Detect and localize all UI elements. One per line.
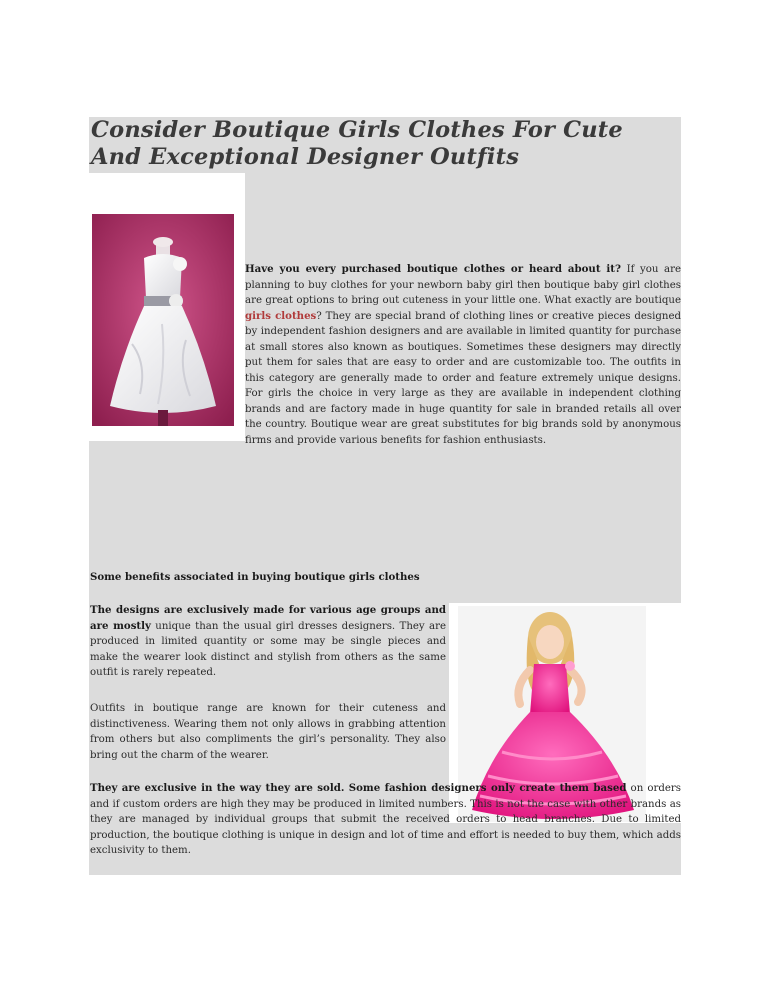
girls-clothes-link[interactable]: girls clothes [245, 309, 317, 322]
benefit-3-text: on orders and if custom orders are high they may be produced in limited numbers. This is not the case with other brands as they are managed by individual groups that submit the received orders to head branches. Due to limited production, the boutique clothing is unique in design and lot of time and effort is needed to buy them, which adds exclusivity to them. [90, 783, 682, 856]
intro-lead: Have you every purchased boutique clothes or heard about it? [245, 263, 621, 275]
benefit-paragraph-3 [90, 781, 681, 859]
title-block [89, 117, 681, 173]
intro-text-a: If you are planning to buy clothes for your newborn baby girl then boutique baby girl clothes are great options to bring out cuteness in your little one. What exactly are boutique [245, 264, 682, 306]
white-dress-photo [92, 214, 234, 426]
benefits-heading-text: Some benefits associated in buying boutique girls clothes [90, 571, 420, 583]
benefit-1-text: unique than the usual girl dresses designers. They are produced in limited quantity or some may be single pieces and make the wearer look distinct and stylish from others as the same outfit is rarely repeated. [90, 620, 446, 678]
benefit-paragraph-1 [90, 603, 446, 681]
white-dress-illustration [92, 214, 234, 426]
benefit-2-text: Outfits in boutique range are known for their cuteness and distinctiveness. Wearing them not only allows in grabbing attention from others but also compliments the girl’s personality. They also bring out the charm of the wearer. [90, 703, 446, 761]
intro-text-b: ? They are special brand of clothing lines or creative pieces designed by independent fashion designers and are available in limited quantity for purchase at small stores also known as boutiques. Sometimes these designers may directly put them for sales that are easy to order and are customizable too. The outfits in this category are generally made to order and feature extremely unique designs. For girls the choice in very large as they are available in independent clothing brands and are factory made in huge quantity for sale in branded retails all over the country. Boutique wear are great substitutes for big brands sold by anonymous firms and provide various benefits for fashion enthusiasts. [245, 310, 681, 446]
benefits-heading [90, 570, 570, 586]
page-title: Consider Boutique Girls Clothes For Cute And Exceptional Designer Outfits [91, 117, 623, 170]
benefit-paragraph-2 [90, 701, 446, 763]
benefit-3-lead: They are exclusive in the way they are sold. Some fashion designers only create them based [90, 782, 627, 794]
benefit-1-lead: The designs are exclusively made for various age groups and are mostly [90, 604, 446, 632]
intro-paragraph [245, 262, 681, 448]
